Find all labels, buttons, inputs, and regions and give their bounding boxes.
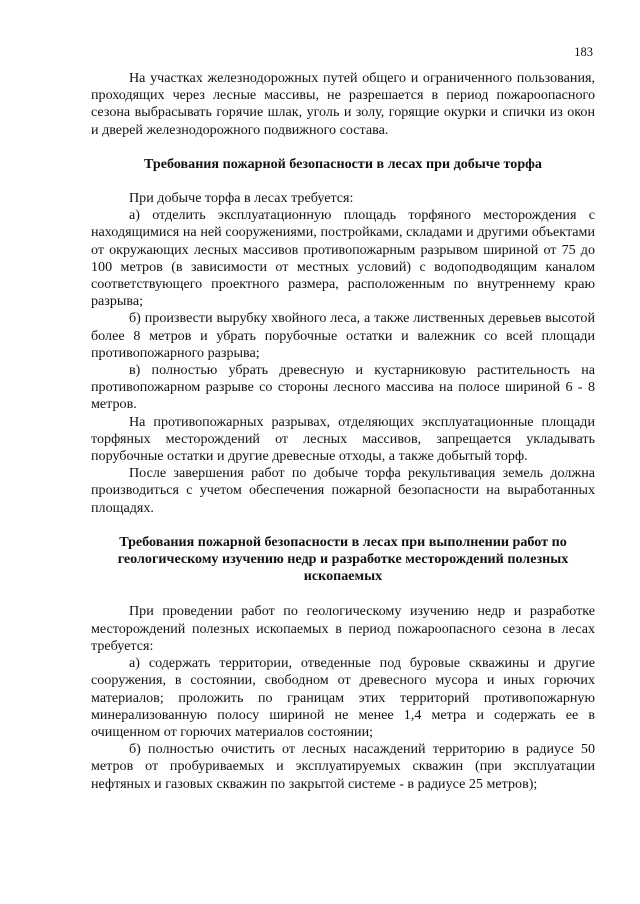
spacer	[91, 517, 595, 534]
peat-item-c: в) полностью убрать древесную и кустарниковую растительность на противопожарном разрыве со стороны лесного массива на полосе шириной 6 - 8 метров.	[91, 362, 595, 413]
intro-paragraph: На участках железнодорожных путей общего и ограниченного пользования, проходящих через лесные массивы, не разрешается в период пожароопасного сезона выбрасывать горячие шлак, уголь и золу, горящие окурки и спички из окон и дверей железнодорожного подвижного состава.	[91, 70, 595, 138]
page-number: 183	[574, 45, 593, 59]
spacer	[91, 173, 595, 190]
spacer	[91, 139, 595, 156]
geology-item-b: б) полностью очистить от лесных насаждений территорию в радиусе 50 метров от пробуриваемых и эксплуатируемых скважин (при эксплуатации нефтяных и газовых скважин по закрытой системе - в радиусе 25 метров);	[91, 741, 595, 792]
peat-lead-paragraph: При добыче торфа в лесах требуется:	[129, 190, 354, 207]
geology-item-a: а) содержать территории, отведенные под буровые скважины и другие сооружения, в состоянии, свободном от древесного мусора и иных горючих материалов; проложить по границам этих территорий противопожарную минерализованную полосу шириной не менее 1,4 метра и содержать ее в очищенном от горючих материалов состоянии;	[91, 655, 595, 740]
spacer	[91, 585, 595, 603]
document-body	[91, 70, 595, 793]
peat-prohibition-paragraph: На противопожарных разрывах, отделяющих эксплуатационные площади торфяных месторождений от лесных массивов, запрещается укладывать порубочные остатки и другие древесные отходы, а также добытый торф.	[91, 413, 595, 465]
peat-item-a: а) отделить эксплуатационную площадь торфяного месторождения с находящимися на ней сооружениями, постройками, складами и другими объектами от окружающих лесных массивов противопожарным разрывом шириной от 75 до 100 метров (в зависимости от местных условий) с водоподводящим каналом соответствующего проектного размера, расположенным по внутреннему краю разрыва;	[91, 207, 595, 310]
document-page	[91, 0, 595, 904]
peat-item-b: б) произвести вырубку хвойного леса, а также лиственных деревьев высотой более 8 метров и убрать порубочные остатки и валежник со всей площади противопожарного разрыва;	[91, 310, 595, 361]
peat-recultivation-paragraph: После завершения работ по добыче торфа рекультивация земель должна производиться с учетом обеспечения пожарной безопасности на выработанных площадях.	[91, 465, 595, 516]
section-heading-peat: Требования пожарной безопасности в лесах при добыче торфа	[144, 155, 542, 172]
section-heading-geology: Требования пожарной безопасности в лесах при выполнении работ по геологическому изучению недр и разработке месторождений полезных ископаемых	[117, 533, 569, 585]
geology-lead-paragraph: При проведении работ по геологическому изучению недр и разработке месторождений полезных ископаемых в период пожароопасного сезона в лесах требуется:	[91, 603, 595, 654]
